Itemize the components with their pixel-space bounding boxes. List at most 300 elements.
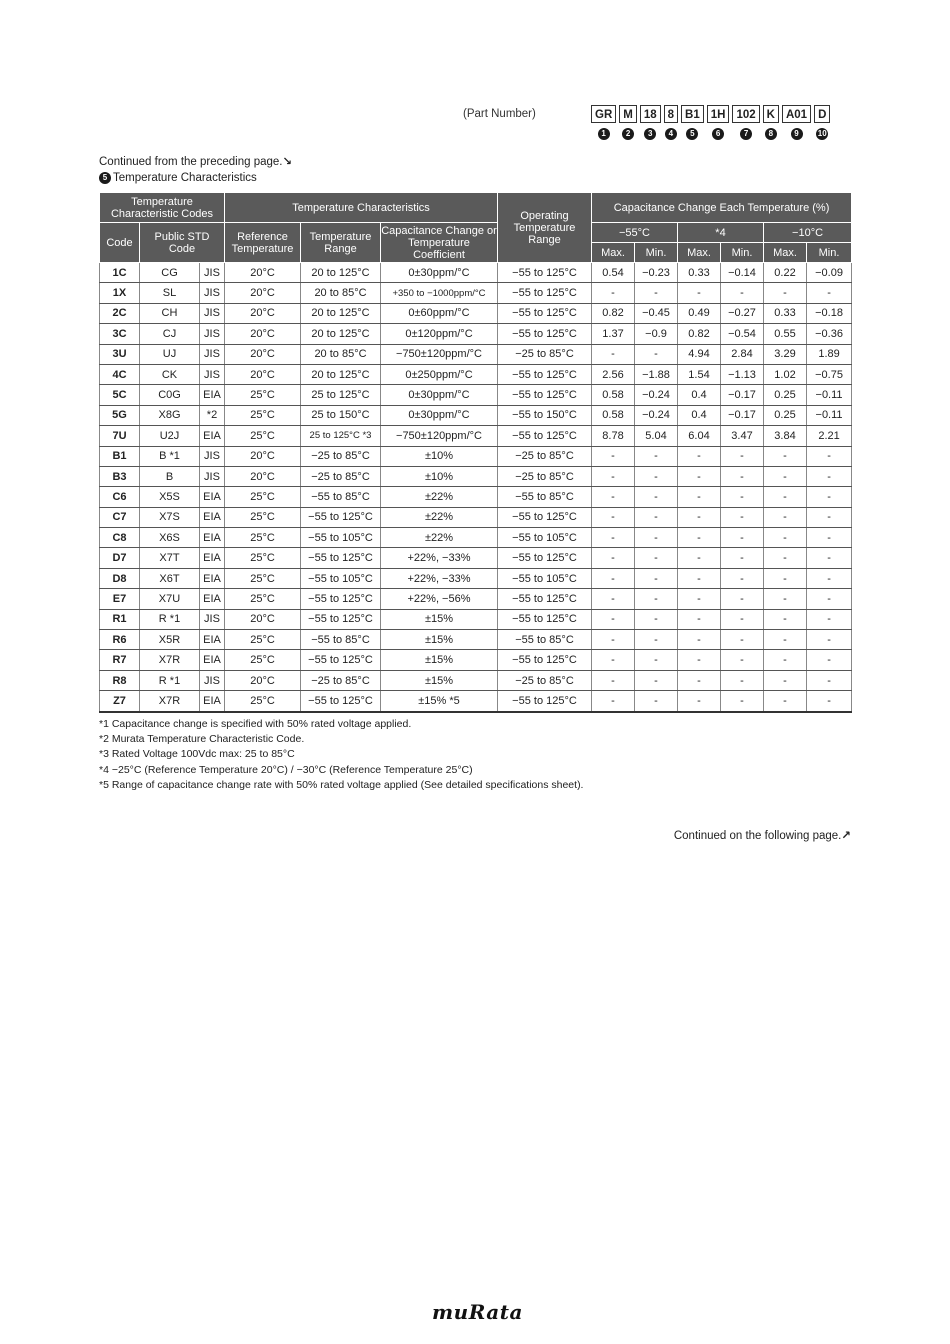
row-public-code: CK: [140, 364, 200, 384]
row-temp-range: 20 to 125°C: [301, 263, 381, 283]
row-cap-change-value: -: [592, 283, 635, 303]
row-cap-change-value: -: [592, 630, 635, 650]
row-ref-temp: 20°C: [225, 303, 301, 323]
row-coefficient: +22%, −33%: [381, 548, 498, 568]
row-std: JIS: [200, 466, 225, 486]
row-cap-change-value: −1.88: [635, 364, 678, 384]
row-temp-range: 25 to 150°C: [301, 405, 381, 425]
row-coefficient: ±15%: [381, 650, 498, 670]
row-temp-range: 20 to 85°C: [301, 283, 381, 303]
row-public-code: X7U: [140, 589, 200, 609]
header-note4: *4: [678, 223, 764, 243]
part-number-index-badge: 7: [740, 128, 752, 140]
row-code: 4C: [100, 364, 140, 384]
row-coefficient: +22%, −56%: [381, 589, 498, 609]
table-row: [100, 609, 852, 629]
row-cap-change-value: 0.82: [592, 303, 635, 323]
row-cap-change-value: 0.49: [678, 303, 721, 323]
row-cap-change-value: -: [678, 548, 721, 568]
row-cap-change-value: 0.55: [764, 324, 807, 344]
row-temp-range: 20 to 125°C: [301, 303, 381, 323]
row-cap-change-value: -: [635, 691, 678, 712]
row-temp-range: −55 to 125°C: [301, 691, 381, 712]
row-std: EIA: [200, 630, 225, 650]
part-number-segment: A01: [782, 105, 811, 123]
row-code: C8: [100, 528, 140, 548]
row-public-code: X7T: [140, 548, 200, 568]
part-number-segment: 18: [640, 105, 661, 123]
row-std: EIA: [200, 691, 225, 712]
part-number-segment: M: [619, 105, 637, 123]
row-cap-change-value: -: [678, 670, 721, 690]
row-coefficient: +350 to −1000ppm/°C: [381, 283, 498, 303]
row-cap-change-value: -: [721, 446, 764, 466]
row-std: JIS: [200, 263, 225, 283]
row-cap-change-value: -: [635, 630, 678, 650]
row-cap-change-value: -: [678, 589, 721, 609]
row-coefficient: ±15% *5: [381, 691, 498, 712]
row-cap-change-value: −0.24: [635, 385, 678, 405]
row-cap-change-value: -: [721, 507, 764, 527]
row-cap-change-value: 4.94: [678, 344, 721, 364]
table-row: [100, 466, 852, 486]
row-cap-change-value: -: [592, 650, 635, 670]
row-op-range: −55 to 125°C: [498, 589, 592, 609]
row-cap-change-value: -: [807, 446, 852, 466]
table-row: [100, 344, 852, 364]
row-cap-change-value: -: [635, 609, 678, 629]
part-number-index-badge: 3: [644, 128, 656, 140]
row-cap-change-value: -: [678, 487, 721, 507]
row-public-code: X5R: [140, 630, 200, 650]
arrow-down-right-icon: ↘: [282, 156, 293, 168]
row-std: JIS: [200, 609, 225, 629]
row-std: JIS: [200, 324, 225, 344]
table-row: [100, 405, 852, 425]
row-coefficient: ±15%: [381, 609, 498, 629]
row-op-range: −55 to 85°C: [498, 487, 592, 507]
row-cap-change-value: -: [635, 589, 678, 609]
row-cap-change-value: 0.58: [592, 385, 635, 405]
row-public-code: CG: [140, 263, 200, 283]
row-op-range: −55 to 125°C: [498, 691, 592, 712]
row-cap-change-value: -: [592, 589, 635, 609]
table-body: [100, 263, 852, 712]
header-m55: −55°C: [592, 223, 678, 243]
row-cap-change-value: -: [721, 283, 764, 303]
row-op-range: −55 to 125°C: [498, 283, 592, 303]
row-cap-change-value: -: [635, 507, 678, 527]
row-std: JIS: [200, 344, 225, 364]
row-temp-range: −55 to 105°C: [301, 528, 381, 548]
row-cap-change-value: -: [635, 548, 678, 568]
row-cap-change-value: -: [635, 487, 678, 507]
row-op-range: −55 to 125°C: [498, 507, 592, 527]
part-number-segment: GR: [591, 105, 616, 123]
row-cap-change-value: −0.24: [635, 405, 678, 425]
row-cap-change-value: 0.82: [678, 324, 721, 344]
row-cap-change-value: -: [678, 609, 721, 629]
section-title-text: Temperature Characteristics: [113, 172, 257, 184]
row-std: EIA: [200, 548, 225, 568]
row-temp-range: −55 to 125°C: [301, 609, 381, 629]
row-ref-temp: 20°C: [225, 283, 301, 303]
row-public-code: X5S: [140, 487, 200, 507]
row-temp-range: −25 to 85°C: [301, 446, 381, 466]
row-cap-change-value: -: [635, 446, 678, 466]
row-op-range: −55 to 150°C: [498, 405, 592, 425]
row-cap-change-value: -: [807, 650, 852, 670]
row-code: R6: [100, 630, 140, 650]
row-cap-change-value: -: [807, 691, 852, 712]
table-row: [100, 487, 852, 507]
row-std: EIA: [200, 487, 225, 507]
row-code: C7: [100, 507, 140, 527]
row-op-range: −25 to 85°C: [498, 670, 592, 690]
row-cap-change-value: -: [721, 589, 764, 609]
part-number-segments: [591, 105, 830, 123]
row-cap-change-value: -: [721, 487, 764, 507]
row-op-range: −55 to 125°C: [498, 324, 592, 344]
row-public-code: R *1: [140, 670, 200, 690]
row-cap-change-value: 1.37: [592, 324, 635, 344]
row-public-code: X7S: [140, 507, 200, 527]
row-std: EIA: [200, 385, 225, 405]
row-cap-change-value: -: [635, 568, 678, 588]
table-row: [100, 630, 852, 650]
header-public-std: Public STD Code: [140, 223, 225, 263]
row-temp-range: −55 to 125°C: [301, 650, 381, 670]
row-ref-temp: 20°C: [225, 609, 301, 629]
row-coefficient: 0±30ppm/°C: [381, 385, 498, 405]
row-cap-change-value: −0.27: [721, 303, 764, 323]
row-cap-change-value: -: [635, 528, 678, 548]
row-std: *2: [200, 405, 225, 425]
row-cap-change-value: -: [592, 446, 635, 466]
row-std: JIS: [200, 446, 225, 466]
row-cap-change-value: -: [678, 528, 721, 548]
row-cap-change-value: −0.9: [635, 324, 678, 344]
row-cap-change-value: −0.11: [807, 385, 852, 405]
row-ref-temp: 20°C: [225, 344, 301, 364]
row-coefficient: ±22%: [381, 507, 498, 527]
table-row: [100, 589, 852, 609]
row-cap-change-value: 0.54: [592, 263, 635, 283]
row-cap-change-value: -: [678, 283, 721, 303]
row-std: EIA: [200, 528, 225, 548]
row-cap-change-value: -: [807, 507, 852, 527]
row-ref-temp: 25°C: [225, 507, 301, 527]
row-code: 1X: [100, 283, 140, 303]
row-cap-change-value: -: [721, 528, 764, 548]
header-ref-temp: Reference Temperature: [225, 223, 301, 263]
table-row: [100, 283, 852, 303]
row-cap-change-value: -: [807, 466, 852, 486]
part-number-segment: D: [814, 105, 830, 123]
row-ref-temp: 25°C: [225, 568, 301, 588]
row-code: 1C: [100, 263, 140, 283]
part-number-index-badge: 1: [598, 128, 610, 140]
part-number-index-badge: 8: [765, 128, 777, 140]
part-number-label: (Part Number): [463, 108, 536, 120]
header-max: Max.: [678, 243, 721, 263]
row-cap-change-value: -: [592, 466, 635, 486]
row-public-code: C0G: [140, 385, 200, 405]
row-ref-temp: 25°C: [225, 487, 301, 507]
row-temp-range: 25 to 125°C *3: [301, 426, 381, 446]
row-ref-temp: 25°C: [225, 548, 301, 568]
row-cap-change-value: 0.25: [764, 405, 807, 425]
row-cap-change-value: -: [721, 609, 764, 629]
row-op-range: −25 to 85°C: [498, 446, 592, 466]
row-cap-change-value: −0.17: [721, 385, 764, 405]
part-number-segment: B1: [681, 105, 704, 123]
row-cap-change-value: -: [592, 670, 635, 690]
row-coefficient: 0±30ppm/°C: [381, 405, 498, 425]
row-cap-change-value: -: [592, 487, 635, 507]
row-op-range: −55 to 125°C: [498, 364, 592, 384]
row-temp-range: −55 to 125°C: [301, 548, 381, 568]
row-public-code: U2J: [140, 426, 200, 446]
row-public-code: UJ: [140, 344, 200, 364]
row-cap-change-value: 0.33: [678, 263, 721, 283]
row-cap-change-value: −0.11: [807, 405, 852, 425]
row-public-code: SL: [140, 283, 200, 303]
row-code: R8: [100, 670, 140, 690]
row-cap-change-value: -: [721, 691, 764, 712]
row-public-code: R *1: [140, 609, 200, 629]
row-cap-change-value: −1.13: [721, 364, 764, 384]
header-cap-each: Capacitance Change Each Temperature (%): [592, 193, 852, 223]
row-cap-change-value: −0.14: [721, 263, 764, 283]
row-public-code: X7R: [140, 691, 200, 712]
row-code: 3U: [100, 344, 140, 364]
row-std: EIA: [200, 426, 225, 446]
part-number-index-badge: 9: [791, 128, 803, 140]
row-temp-range: −25 to 85°C: [301, 670, 381, 690]
row-ref-temp: 20°C: [225, 263, 301, 283]
row-temp-range: 20 to 125°C: [301, 324, 381, 344]
header-cap-change: Capacitance Change or Temperature Coefficient: [381, 224, 497, 261]
continued-from-note: [99, 154, 292, 168]
row-op-range: −55 to 125°C: [498, 548, 592, 568]
row-std: JIS: [200, 364, 225, 384]
row-public-code: B *1: [140, 446, 200, 466]
row-cap-change-value: -: [592, 691, 635, 712]
row-cap-change-value: -: [807, 283, 852, 303]
row-cap-change-value: 1.54: [678, 364, 721, 384]
row-cap-change-value: −0.23: [635, 263, 678, 283]
part-number-index-badge: 2: [622, 128, 634, 140]
row-cap-change-value: -: [678, 691, 721, 712]
row-cap-change-value: -: [721, 630, 764, 650]
row-std: EIA: [200, 650, 225, 670]
row-cap-change-value: −0.54: [721, 324, 764, 344]
row-std: JIS: [200, 670, 225, 690]
row-cap-change-value: 1.02: [764, 364, 807, 384]
row-ref-temp: 20°C: [225, 670, 301, 690]
row-code: C6: [100, 487, 140, 507]
row-cap-change-value: -: [807, 609, 852, 629]
table-row: [100, 568, 852, 588]
footnote: *1 Capacitance change is specified with 50% rated voltage applied.: [99, 718, 412, 730]
header-m10: −10°C: [764, 223, 852, 243]
footnote: *3 Rated Voltage 100Vdc max: 25 to 85°C: [99, 748, 295, 761]
footnote: *4 −25°C (Reference Temperature 20°C) / −30°C (Reference Temperature 25°C): [99, 763, 473, 776]
section-number-badge: 5: [99, 172, 111, 184]
row-cap-change-value: −0.18: [807, 303, 852, 323]
row-cap-change-value: -: [764, 487, 807, 507]
table-row: [100, 507, 852, 527]
row-cap-change-value: −0.45: [635, 303, 678, 323]
row-cap-change-value: -: [635, 344, 678, 364]
row-cap-change-value: -: [592, 568, 635, 588]
row-std: EIA: [200, 507, 225, 527]
part-number-index-badge: 10: [817, 129, 827, 138]
row-std: EIA: [200, 589, 225, 609]
row-ref-temp: 25°C: [225, 426, 301, 446]
row-code: R1: [100, 609, 140, 629]
row-ref-temp: 25°C: [225, 630, 301, 650]
row-cap-change-value: -: [721, 568, 764, 588]
row-cap-change-value: -: [764, 670, 807, 690]
row-cap-change-value: 2.84: [721, 344, 764, 364]
row-cap-change-value: 0.58: [592, 405, 635, 425]
row-code: D7: [100, 548, 140, 568]
row-cap-change-value: −0.36: [807, 324, 852, 344]
row-op-range: −55 to 125°C: [498, 426, 592, 446]
row-op-range: −55 to 105°C: [498, 528, 592, 548]
row-cap-change-value: -: [592, 344, 635, 364]
row-cap-change-value: 8.78: [592, 426, 635, 446]
row-temp-range: 20 to 125°C: [301, 364, 381, 384]
row-cap-change-value: -: [592, 609, 635, 629]
row-cap-change-value: -: [764, 466, 807, 486]
row-cap-change-value: 3.84: [764, 426, 807, 446]
row-cap-change-value: 3.47: [721, 426, 764, 446]
row-cap-change-value: -: [592, 507, 635, 527]
row-op-range: −55 to 105°C: [498, 568, 592, 588]
row-cap-change-value: -: [764, 630, 807, 650]
row-coefficient: ±10%: [381, 446, 498, 466]
table-row: [100, 528, 852, 548]
row-cap-change-value: -: [807, 487, 852, 507]
part-number-index-badge: 5: [686, 128, 698, 140]
row-code: E7: [100, 589, 140, 609]
table-row: [100, 670, 852, 690]
row-coefficient: 0±250ppm/°C: [381, 364, 498, 384]
row-cap-change-value: -: [678, 568, 721, 588]
row-cap-change-value: -: [721, 466, 764, 486]
row-code: 7U: [100, 426, 140, 446]
row-coefficient: −750±120ppm/°C: [381, 344, 498, 364]
table-row: [100, 324, 852, 344]
row-ref-temp: 20°C: [225, 446, 301, 466]
header-min: Min.: [635, 243, 678, 263]
part-number-index-badge: 4: [665, 128, 677, 140]
row-op-range: −55 to 125°C: [498, 263, 592, 283]
row-code: 5G: [100, 405, 140, 425]
row-code: 5C: [100, 385, 140, 405]
footnote: *2 Murata Temperature Characteristic Code.: [99, 733, 305, 746]
table-row: [100, 263, 852, 283]
footnotes: [99, 717, 583, 793]
row-cap-change-value: -: [635, 283, 678, 303]
row-cap-change-value: -: [807, 670, 852, 690]
row-ref-temp: 25°C: [225, 691, 301, 712]
table-row: [100, 364, 852, 384]
row-op-range: −55 to 125°C: [498, 303, 592, 323]
footnote: *5 Range of capacitance change rate with 50% rated voltage applied (See detailed specifications sheet).: [99, 778, 584, 791]
row-code: B3: [100, 466, 140, 486]
row-cap-change-value: -: [678, 630, 721, 650]
row-cap-change-value: -: [764, 568, 807, 588]
part-number-segment: 8: [664, 105, 678, 123]
row-cap-change-value: -: [592, 548, 635, 568]
row-temp-range: −55 to 125°C: [301, 507, 381, 527]
row-cap-change-value: -: [678, 650, 721, 670]
row-cap-change-value: -: [635, 466, 678, 486]
row-ref-temp: 25°C: [225, 528, 301, 548]
header-temp-char: Temperature Characteristics: [225, 193, 498, 223]
row-cap-change-value: 2.56: [592, 364, 635, 384]
row-coefficient: ±15%: [381, 630, 498, 650]
row-public-code: CH: [140, 303, 200, 323]
row-coefficient: 0±30ppm/°C: [381, 263, 498, 283]
table-row: [100, 385, 852, 405]
row-std: JIS: [200, 303, 225, 323]
row-cap-change-value: -: [764, 283, 807, 303]
row-cap-change-value: -: [635, 650, 678, 670]
row-temp-range: 25 to 125°C: [301, 385, 381, 405]
row-op-range: −55 to 125°C: [498, 650, 592, 670]
row-cap-change-value: 0.22: [764, 263, 807, 283]
row-temp-range: −55 to 85°C: [301, 630, 381, 650]
row-temp-range: −55 to 85°C: [301, 487, 381, 507]
table-row: [100, 426, 852, 446]
row-public-code: X8G: [140, 405, 200, 425]
header-max: Max.: [764, 243, 807, 263]
header-temp-range: Temperature Range: [301, 223, 381, 263]
row-coefficient: ±10%: [381, 466, 498, 486]
row-std: EIA: [200, 568, 225, 588]
row-cap-change-value: -: [807, 568, 852, 588]
row-ref-temp: 25°C: [225, 589, 301, 609]
row-coefficient: ±15%: [381, 670, 498, 690]
part-number-segment: 102: [732, 105, 759, 123]
row-temp-range: −55 to 125°C: [301, 589, 381, 609]
row-coefficient: ±22%: [381, 487, 498, 507]
row-cap-change-value: -: [764, 528, 807, 548]
row-cap-change-value: -: [721, 650, 764, 670]
row-cap-change-value: -: [807, 630, 852, 650]
row-cap-change-value: -: [635, 670, 678, 690]
row-op-range: −25 to 85°C: [498, 344, 592, 364]
row-cap-change-value: -: [764, 691, 807, 712]
row-public-code: B: [140, 466, 200, 486]
row-code: Z7: [100, 691, 140, 712]
table-row: [100, 303, 852, 323]
row-cap-change-value: 0.4: [678, 405, 721, 425]
row-cap-change-value: -: [678, 466, 721, 486]
row-cap-change-value: -: [764, 589, 807, 609]
part-number-segment: K: [763, 105, 779, 123]
row-cap-change-value: -: [764, 446, 807, 466]
row-public-code: X7R: [140, 650, 200, 670]
continued-next-text: Continued on the following page.: [673, 830, 842, 842]
row-ref-temp: 20°C: [225, 324, 301, 344]
header-min: Min.: [807, 243, 852, 263]
